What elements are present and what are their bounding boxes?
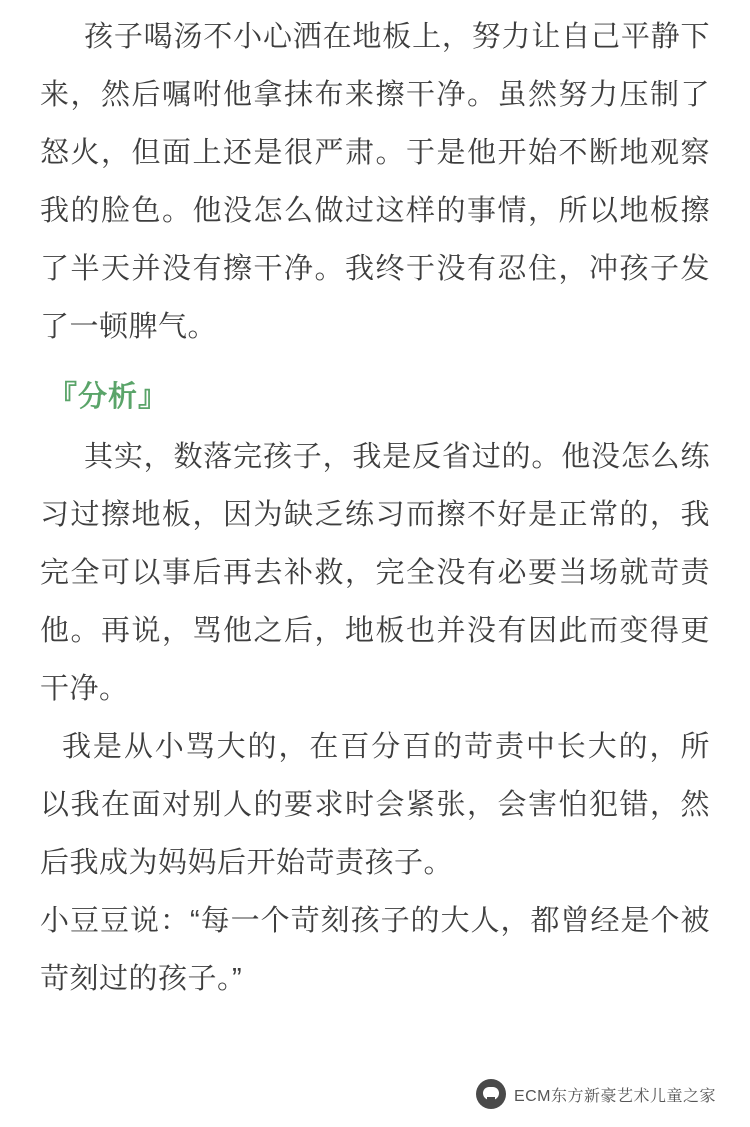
paragraph-analysis-1: 其实，数落完孩子，我是反省过的。他没怎么练习过擦地板，因为缺乏练习而擦不好是正常的，我完全可以事后再去补救，完全没有必要当场就苛责他。再说，骂他之后，地板也并没有因此而变得更干净。 (40, 441, 710, 705)
footer-account-name: ECM东方新豪艺术儿童之家 (513, 1087, 716, 1105)
footer-account[interactable] (476, 1079, 716, 1109)
paragraph-quote: 小豆豆说：“每一个苛刻孩子的大人，都曾经是个被苛刻过的孩子。” (40, 905, 710, 995)
wechat-account-avatar-icon (476, 1079, 506, 1109)
spacer (40, 356, 710, 362)
paragraph-analysis-2: 我是从小骂大的，在百分百的苛责中长大的，所以我在面对别人的要求时会紧张，会害怕犯错，然后我成为妈妈后开始苛责孩子。 (40, 731, 710, 879)
section-heading-analysis: 『分析』 (48, 381, 169, 413)
paragraph-story: 孩子喝汤不小心洒在地板上，努力让自己平静下来，然后嘱咐他拿抹布来擦干净。虽然努力压制了怒火，但面上还是很严肃。于是他开始不断地观察我的脸色。他没怎么做过这样的事情，所以地板擦了半天并没有擦干净。我终于没有忍住，冲孩子发了一顿脾气。 (40, 21, 710, 343)
